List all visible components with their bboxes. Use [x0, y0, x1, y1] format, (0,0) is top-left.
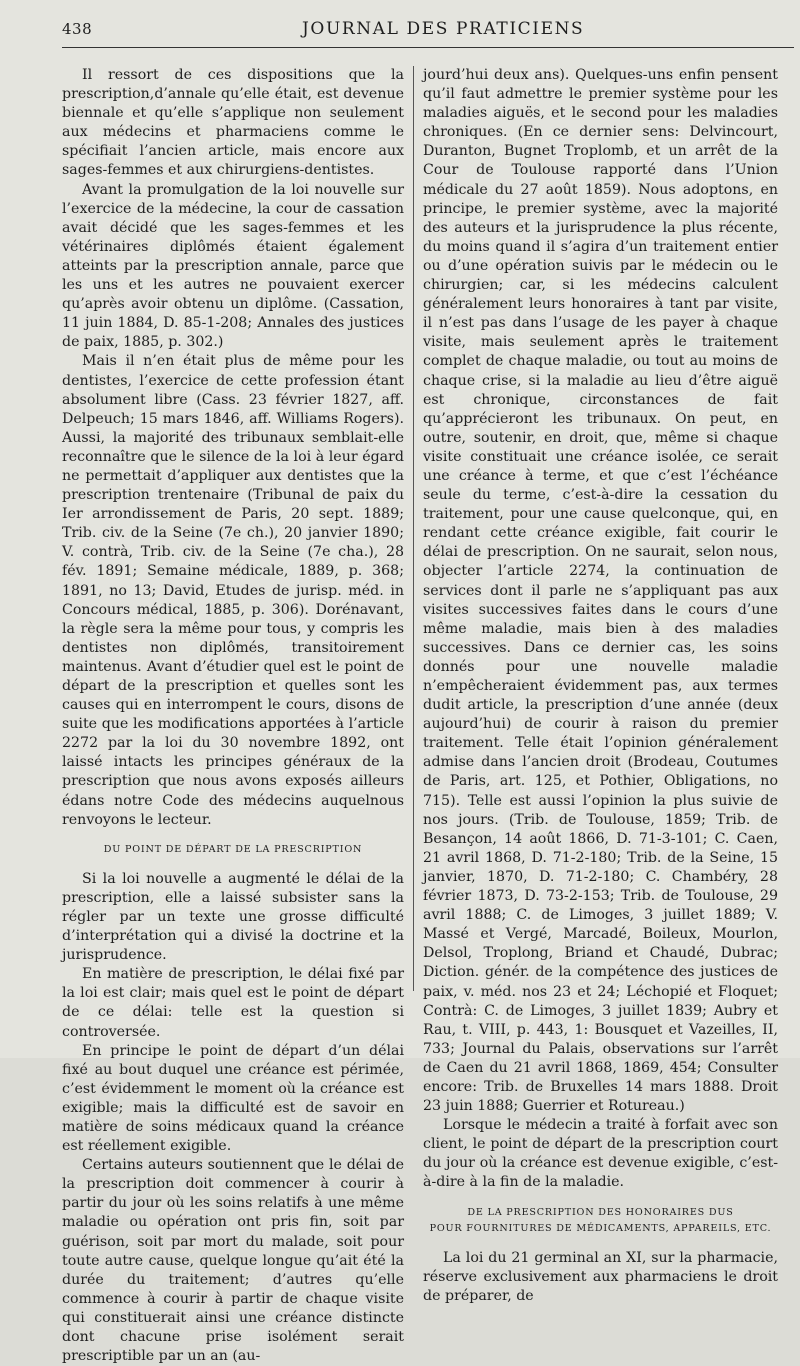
section-heading-line: DE LA PRESCRIPTION DES HONORAIRES DUS	[467, 1206, 734, 1218]
paragraph: Si la loi nouvelle a augmenté le délai de la prescription, elle a laissé subsister sans la régler par un texte une grosse difficulté d’interprétation qui a divisé la doctrine et la jurisprudence.	[62, 870, 404, 964]
paragraph: Lorsque le médecin a traité à forfait avec son client, le point de départ de la prescription court du jour où la créance est devenue exigible, c’est-à-dire à la fin de la maladie.	[423, 1117, 778, 1191]
paragraph: Mais il n’en était plus de même pour les dentistes, l’exercice de cette profession étant absolument libre (Cass. 23 février 1827, aff. Delpeuch; 15 mars 1846, aff. Williams Rogers). Aussi, la majorité des tribunaux semblait-elle reconnaître que le silence de la loi à leur égard ne permettait d’appliquer aux dentistes que la prescription trentenaire (Tribunal de paix du Ier arrondissement de Paris, 20 sept. 1889; Trib. civ. de la Seine (7e ch.), 20 janvier 1890; V. contrà, Trib. civ. de la Seine (7e cha.), 28 fév. 1891; Semaine médicale, 1889, p. 368; 1891, no 13; David, Etudes de jurisp. méd. in Concours médical, 1885, p. 306). Dorénavant, la règle sera la même pour tous, y compris les dentistes non diplômés, transitoirement maintenus. Avant d’étudier quel est le point de départ de la prescription et quelles sont les causes qui en interrompent le cours, disons de suite que les modifications apportées à l’article 2272 par la loi du 30 novembre 1892, ont laissé intacts les principes généraux de la prescription que nous avons exposés ailleurs édans notre Code des médecins auquelnous renvoyons le lecteur.	[62, 353, 404, 828]
paragraph: Certains auteurs soutiennent que le délai de la prescription doit commencer à courir à partir du jour où les soins relatifs à une même maladie ou opération ont pris fin, soit par guérison, soit par mort du malade, soit pour toute autre cause, quelque longue qu’ait été la durée du traitement; d’autres qu’elle commence à courir à partir de chaque visite qui constituerait ainsi une créance distincte dont chacune prise isolément serait prescriptible par un an (au-	[62, 1157, 404, 1365]
journal-title: JOURNAL DES PRATICIENS	[302, 19, 585, 39]
paragraph: La loi du 21 germinal an XI, sur la pharmacie, réserve exclusivement aux pharmaciens le droit de préparer, de	[423, 1249, 778, 1304]
section-heading-line: POUR FOURNITURES DE MÉDICAMENTS, APPAREILS, ETC.	[429, 1222, 772, 1234]
right-column	[423, 66, 778, 1306]
left-column	[62, 66, 404, 1366]
paragraph: Avant la promulgation de la loi nouvelle sur l’exercice de la médecine, la cour de cassation avait décidé que les sages-femmes et les vétérinaires diplômés étaient également atteints par la prescription annale, parce que les uns et les autres ne pouvaient exercer qu’après avoir obtenu un diplôme. (Cassation, 11 juin 1884, D. 85-1-208; Annales des justices de paix, 1885, p. 302.)	[62, 181, 404, 351]
column-divider	[413, 66, 414, 991]
paragraph: En matière de prescription, le délai fixé par la loi est clair; mais quel est le point de départ de ce délai: telle est la question si controversée.	[62, 966, 404, 1040]
paragraph: jourd’hui deux ans). Quelques-uns enfin pensent qu’il faut admettre le premier système pour les maladies aiguës, et le second pour les maladies chroniques. (En ce dernier sens: Delvincourt, Duranton, Bugnet Troplomb, et un arrêt de la Cour de Toulouse rapporté dans l’Union médicale du 27 août 1859). Nous adoptons, en principe, le premier système, avec la majorité des auteurs et la jurisprudence la plus récente, du moins quand il s’agira d’un traitement entier ou d’une opération suivis par le médecin ou le chirurgien; car, si les médecins calculent généralement leurs honoraires à tant par visite, il n’est pas dans l’usage de les payer à chaque visite, mais seulement après le traitement complet de chaque maladie, ou tout au moins de chaque crise, si la maladie au lieu d’être aiguë est chronique, circonstances de fait qu’apprécieront les tribunaux. On peut, en outre, soutenir, en droit, que, même si chaque visite constituait une créance isolée, ce serait une créance à terme, et que c’est l’échéance seule du terme, c’est-à-dire la cessation du traitement, pour une cause quelconque, qui, en rendant cette créance exigible, fait courir le délai de prescription. On ne saurait, selon nous, objecter l’article 2274, la continuation de services dont il parle ne s’appliquant pas aux visites successives faites dans le cours d’une même maladie, mais bien à des maladies successives. Dans ce dernier cas, les soins donnés pour une nouvelle maladie n’empêcheraient évidemment pas, aux termes dudit article, la prescription d’une année (deux aujourd’hui) de courir à raison du premier traitement. Telle était l’opinion généralement admise dans l’ancien droit (Brodeau, Coutumes de Paris, art. 125, et Pothier, Obligations, no 715). Telle est aussi l’opinion la plus suivie de nos jours. (Trib. de Toulouse, 1859; Trib. de Besançon, 14 août 1866, D. 71-3-101; C. Caen, 21 avril 1868, D. 71-2-180; Trib. de la Seine, 15 janvier, 1870, D. 71-2-180; C. Chambéry, 28 février 1873, D. 73-2-153; Trib. de Toulouse, 29 avril 1888; C. de Limoges, 3 juillet 1889; V. Massé et Vergé, Marcadé, Boileux, Mourlon, Delsol, Troplong, Briand et Chaudé, Dubrac; Diction. génér. de la compétence des justices de paix, v. méd. nos 23 et 24; Léchopié et Floquet; Contrà: C. de Limoges, 3 juillet 1839; Aubry et Rau, t. VIII, p. 443, 1: Bousquet et Vazeilles, II, 733; Journal du Palais, observations sur l’arrêt de Caen du 21 avril 1868, 1869, 454; Consulter encore: Trib. de Bruxelles 14 mars 1888. Droit 23 juin 1888; Guerrier et Rotureau.)	[423, 67, 778, 1115]
header-rule	[62, 47, 794, 48]
page-number: 438	[62, 20, 93, 38]
section-heading-point-de-depart: DU POINT DE DÉPART DE LA PRESCRIPTION	[103, 843, 363, 855]
paragraph: Il ressort de ces dispositions que la prescription,d’annale qu’elle était, est devenue biennale et qu’elle s’applique non seulement aux médecins et pharmaciens comme le spécifiait l’ancien article, mais encore aux sages-femmes et aux chirurgiens-dentistes.	[62, 67, 404, 179]
section-heading-prescription-honoraires	[423, 1205, 778, 1237]
paragraph: En principe le point de départ d’un délai fixé au bout duquel une créance est périmée, c’est évidemment le moment où la créance est exigible; mais la difficulté est de savoir en matière de soins médicaux quand la créance est réellement exigible.	[62, 1042, 404, 1155]
running-header	[62, 18, 780, 44]
